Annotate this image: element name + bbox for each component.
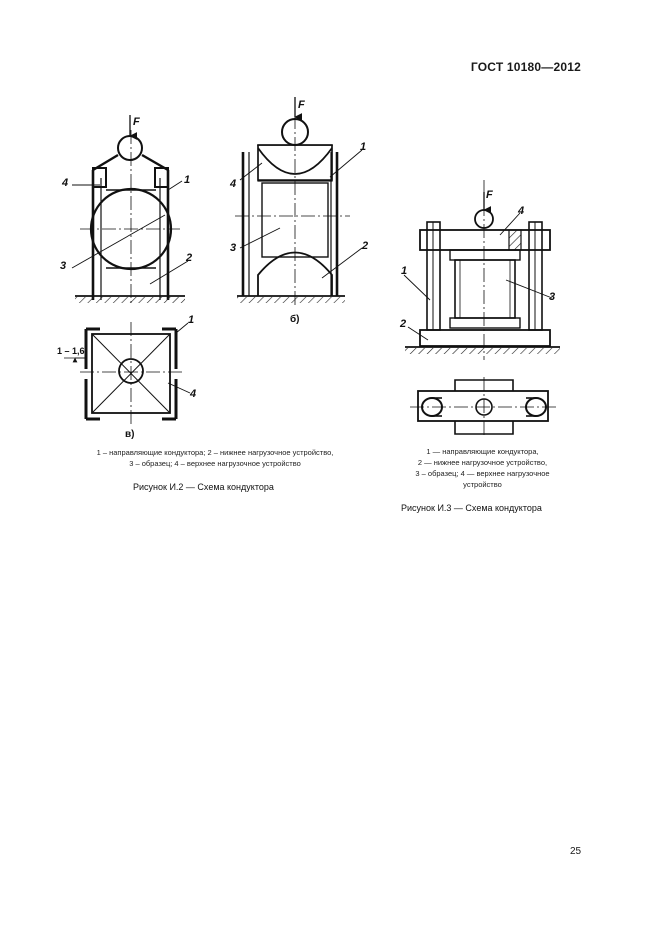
figure-2a-labels	[60, 116, 192, 272]
callout-3-2a: 3	[60, 260, 67, 272]
callout-1-3: 1	[401, 265, 408, 277]
callout-3-3: 3	[549, 291, 556, 303]
figure-2b-labels	[229, 99, 368, 325]
figure3-legend-line1: 1 — направляющие кондуктора,	[426, 447, 539, 456]
figure-2b	[235, 97, 362, 305]
figure2-legend-line2: 3 – образец; 4 – верхнее нагрузочное устройство	[129, 459, 301, 468]
callout-4-3: 4	[518, 205, 525, 217]
callout-4-2v: 4	[190, 388, 197, 400]
dimension-label: 1 – 1,6	[57, 346, 85, 356]
figure-2v	[64, 322, 190, 425]
callout-1-2v: 1	[188, 314, 195, 326]
figure3-legend	[395, 446, 570, 490]
figure3-caption: Рисунок И.3 — Схема кондуктора	[401, 503, 542, 513]
force-label-2b: F	[298, 99, 305, 111]
force-label-3: F	[486, 189, 493, 201]
callout-2-2a: 2	[186, 252, 193, 264]
figure3-legend-line3: 3 – образец; 4 — верхнее нагрузочное	[415, 469, 550, 478]
figure2-legend-line1: 1 – направляющие кондуктора; 2 – нижнее нагрузочное устройство,	[96, 448, 334, 457]
callout-3-2b: 3	[230, 242, 237, 254]
figure-3-plan	[410, 377, 556, 438]
callout-4-2a: 4	[62, 177, 69, 189]
page-number: 25	[570, 846, 582, 857]
figure-3-elevation	[404, 180, 560, 360]
figure2-legend	[60, 447, 370, 469]
figure3-legend-line4: устройство	[463, 480, 502, 489]
figure2-caption: Рисунок И.2 — Схема кондуктора	[133, 482, 274, 492]
callout-1-2b: 1	[360, 141, 367, 153]
callout-2-2b: 2	[362, 240, 369, 252]
figure3-legend-line2: 2 — нижнее нагрузочное устройство,	[417, 458, 548, 467]
callout-2-3: 2	[400, 318, 407, 330]
subfigure-b-label: б)	[290, 314, 300, 325]
standard-header: ГОСТ 10180—2012	[470, 60, 581, 74]
callout-4-2b: 4	[230, 178, 237, 190]
subfigure-v-label: в)	[125, 429, 135, 440]
callout-1-2a: 1	[184, 174, 191, 186]
force-label-2a: F	[133, 116, 140, 128]
figure-2a	[72, 115, 191, 305]
